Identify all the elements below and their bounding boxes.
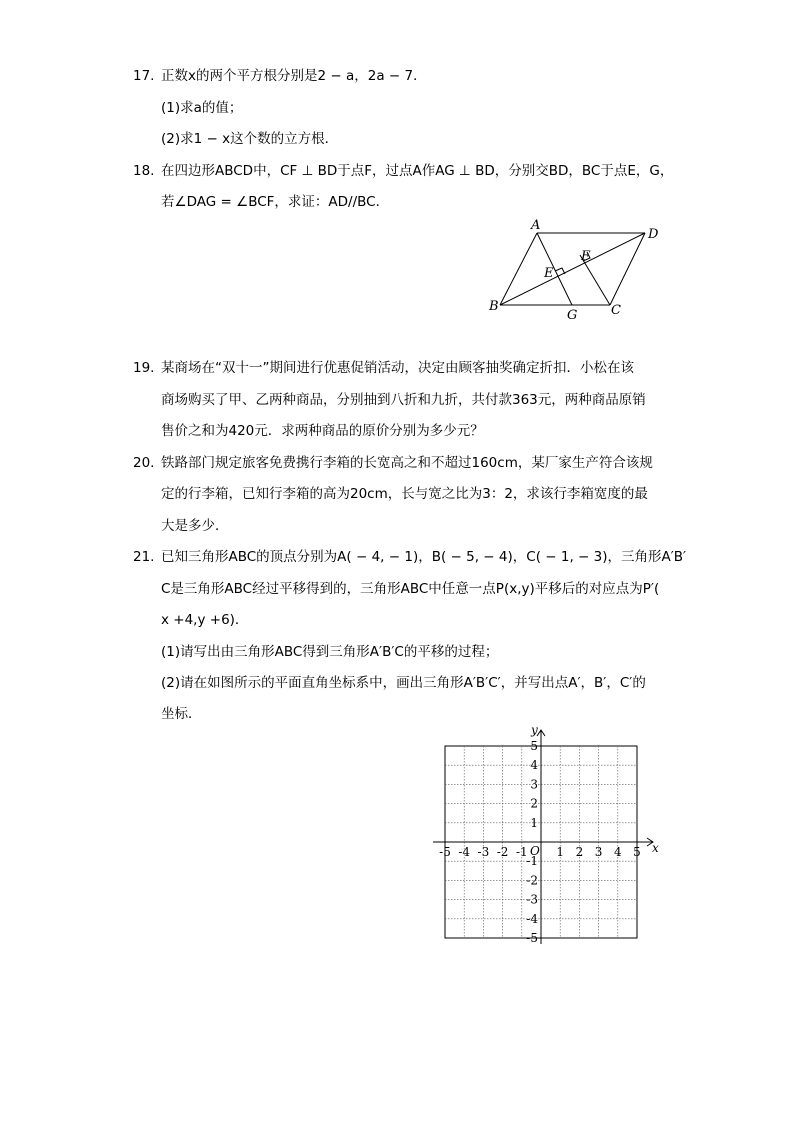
q18-label-c: C bbox=[611, 303, 621, 318]
x-tick-label: 1 bbox=[556, 845, 565, 859]
q17-sub1: (1)求a的值； bbox=[161, 100, 243, 116]
q20-number: 20. bbox=[133, 455, 155, 471]
y-tick-label: 1 bbox=[530, 815, 538, 830]
q21-line1: 已知三角形ABC的顶点分别为A( − 4, − 1)，B( − 5, − 4)，C( − 1, − 3)，三角形A′B′ bbox=[161, 549, 687, 565]
q18-label-a: A bbox=[531, 218, 541, 233]
x-tick-label: 4 bbox=[613, 845, 622, 859]
q20-line2: 定的行李箱，已知行李箱的高为20cm，长与宽之比为3：2，求该行李箱宽度的最 bbox=[161, 486, 648, 502]
axes bbox=[433, 730, 653, 944]
x-tick-label: 5 bbox=[633, 845, 641, 859]
q19-number: 19. bbox=[133, 360, 155, 376]
q19-line3: 售价之和为420元．求两种商品的原价分别为多少元？ bbox=[161, 423, 484, 439]
y-tick-label: -1 bbox=[526, 854, 538, 869]
q21-sub2: (2)请在如图所示的平面直角坐标系中，画出三角形A′B′C′，并写出点A′，B′，C′的 bbox=[161, 675, 646, 691]
q17-stem: 正数x的两个平方根分别是2 − a，2a − 7． bbox=[161, 68, 427, 84]
y-tick-label: 3 bbox=[530, 777, 538, 792]
q18-segment-ab bbox=[500, 233, 537, 305]
y-tick-label: -2 bbox=[526, 873, 538, 888]
q19-line1: 某商场在“双十一”期间进行优惠促销活动，决定由顾客抽奖确定折扣．小松在该 bbox=[161, 360, 634, 376]
q21-sub3: 坐标． bbox=[161, 706, 202, 722]
q18-segment-bd bbox=[500, 233, 645, 305]
q18-label-d: D bbox=[648, 227, 659, 242]
q21-sub1: (1)请写出由三角形ABC得到三角形A′B′C的平移的过程； bbox=[161, 644, 499, 660]
q18-line1: 在四边形ABCD中，CF ⊥ BD于点F，过点A作AG ⊥ BD，分别交BD，BC于点E，G， bbox=[161, 163, 674, 179]
q19-line2: 商场购买了甲、乙两种商品，分别抽到八折和九折，共付款363元，两种商品原销 bbox=[161, 392, 646, 408]
q21-line3: x +4,y +6)． bbox=[161, 612, 249, 628]
y-axis-label: y bbox=[531, 723, 538, 737]
q17-sub2: (2)求1 − x这个数的立方根． bbox=[161, 131, 339, 147]
q20-line3: 大是多少． bbox=[161, 518, 229, 534]
q17-number: 17. bbox=[133, 68, 155, 84]
x-tick-label: -5 bbox=[439, 845, 451, 859]
q18-number: 18. bbox=[133, 163, 155, 179]
x-tick-label: -2 bbox=[496, 845, 509, 859]
x-tick-label: -1 bbox=[515, 845, 528, 859]
q21-coordinate-grid bbox=[425, 720, 665, 950]
q21-number: 21. bbox=[133, 549, 155, 565]
q20-line1: 铁路部门规定旅客免费携行李箱的长宽高之和不超过160cm，某厂家生产符合该规 bbox=[161, 455, 653, 471]
x-tick-label: -4 bbox=[458, 845, 471, 859]
q18-parallelogram-figure bbox=[480, 215, 670, 325]
y-tick-label: -3 bbox=[526, 892, 538, 907]
q18-segment-ag bbox=[537, 233, 572, 305]
x-tick-label: 3 bbox=[594, 845, 603, 859]
y-tick-label: 2 bbox=[530, 796, 538, 811]
q18-line2: 若∠DAG = ∠BCF，求证：AD//BC． bbox=[161, 194, 390, 210]
q18-label-b: B bbox=[489, 299, 499, 314]
x-tick-label: -3 bbox=[477, 845, 490, 859]
q18-label-g: G bbox=[567, 308, 578, 323]
y-tick-label: -5 bbox=[526, 931, 538, 945]
y-tick-label: 5 bbox=[530, 739, 538, 753]
x-tick-label: 2 bbox=[575, 845, 584, 859]
q21-line2: C是三角形ABC经过平移得到的，三角形ABC中任意一点P(x,y)平移后的对应点为P′( bbox=[161, 581, 660, 597]
y-tick-label: -4 bbox=[526, 911, 538, 926]
q18-segment-cd bbox=[610, 233, 645, 305]
x-axis-label: x bbox=[652, 841, 659, 855]
origin-label: O bbox=[530, 844, 540, 858]
q18-label-f: F bbox=[581, 249, 591, 264]
y-tick-label: 4 bbox=[530, 758, 538, 773]
q18-label-e: E bbox=[544, 266, 554, 281]
